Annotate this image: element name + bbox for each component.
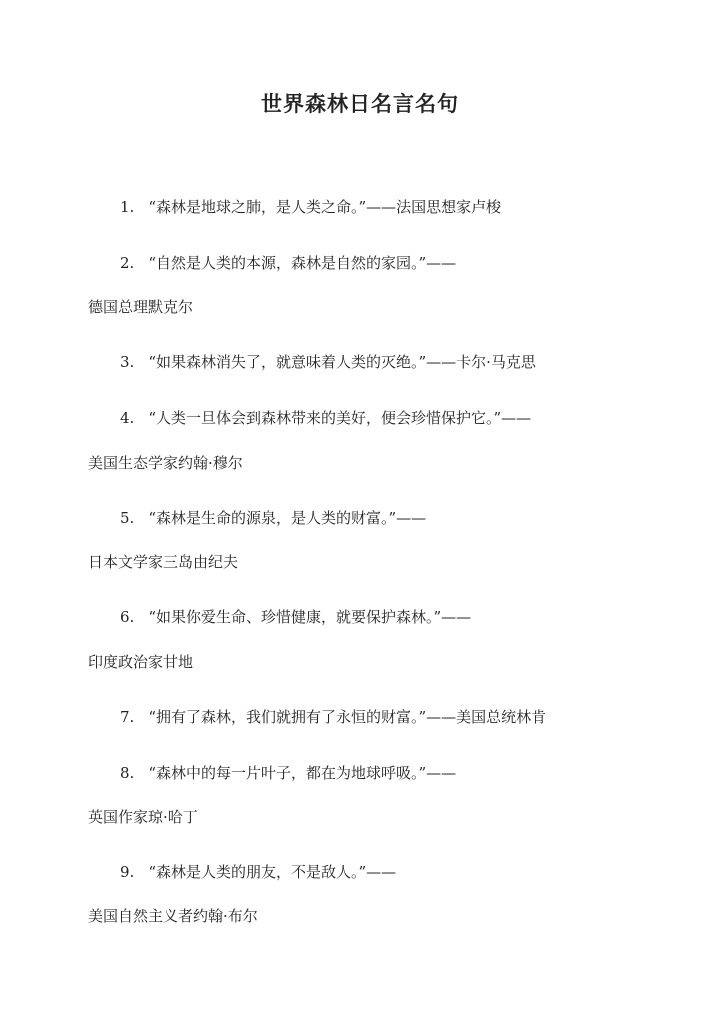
quote-3 <box>120 352 536 372</box>
quote-text: “森林是人类的朋友，不是敌人。”—— <box>148 863 397 881</box>
quote-2-attribution: 德国总理默克尔 <box>88 298 194 316</box>
quote-text: “自然是人类的本源，森林是自然的家园。”—— <box>148 254 457 272</box>
quote-7 <box>120 707 546 727</box>
quote-number: 6. <box>120 608 135 626</box>
quote-5-attribution: 日本文学家三岛由纪夫 <box>88 553 239 571</box>
quote-number: 8. <box>120 764 135 782</box>
quote-text: “如果你爱生命、珍惜健康，就要保护森林。”—— <box>148 608 472 626</box>
quote-text: “森林是地球之肺，是人类之命。”——法国思想家卢梭 <box>148 198 502 216</box>
quote-number: 2. <box>120 254 135 272</box>
quote-9 <box>120 862 396 882</box>
quote-2 <box>120 253 456 273</box>
document-title: 世界森林日名言名句 <box>261 91 459 116</box>
quote-text: “人类一旦体会到森林带来的美好，便会珍惜保护它。”—— <box>148 409 532 427</box>
quote-5 <box>120 508 426 528</box>
quote-1 <box>120 197 501 217</box>
quote-9-attribution: 美国自然主义者约翰·布尔 <box>88 907 258 925</box>
quote-8 <box>120 763 456 783</box>
quote-number: 5. <box>120 509 135 527</box>
quote-4-attribution: 美国生态学家约翰·穆尔 <box>88 454 243 472</box>
quote-4 <box>120 408 531 428</box>
quote-number: 3. <box>120 353 135 371</box>
quote-number: 7. <box>120 708 135 726</box>
quote-6 <box>120 607 471 627</box>
quote-text: “拥有了森林，我们就拥有了永恒的财富。”——美国总统林肯 <box>148 708 547 726</box>
quote-number: 9. <box>120 863 135 881</box>
quote-text: “森林是生命的源泉，是人类的财富。”—— <box>148 509 427 527</box>
quote-8-attribution: 英国作家琼·哈丁 <box>88 808 198 826</box>
quote-6-attribution: 印度政治家甘地 <box>88 653 194 671</box>
quote-number: 4. <box>120 409 135 427</box>
quote-text: “森林中的每一片叶子，都在为地球呼吸。”—— <box>148 764 457 782</box>
quote-number: 1. <box>120 198 135 216</box>
quote-text: “如果森林消失了，就意味着人类的灭绝。”——卡尔·马克思 <box>148 353 536 371</box>
